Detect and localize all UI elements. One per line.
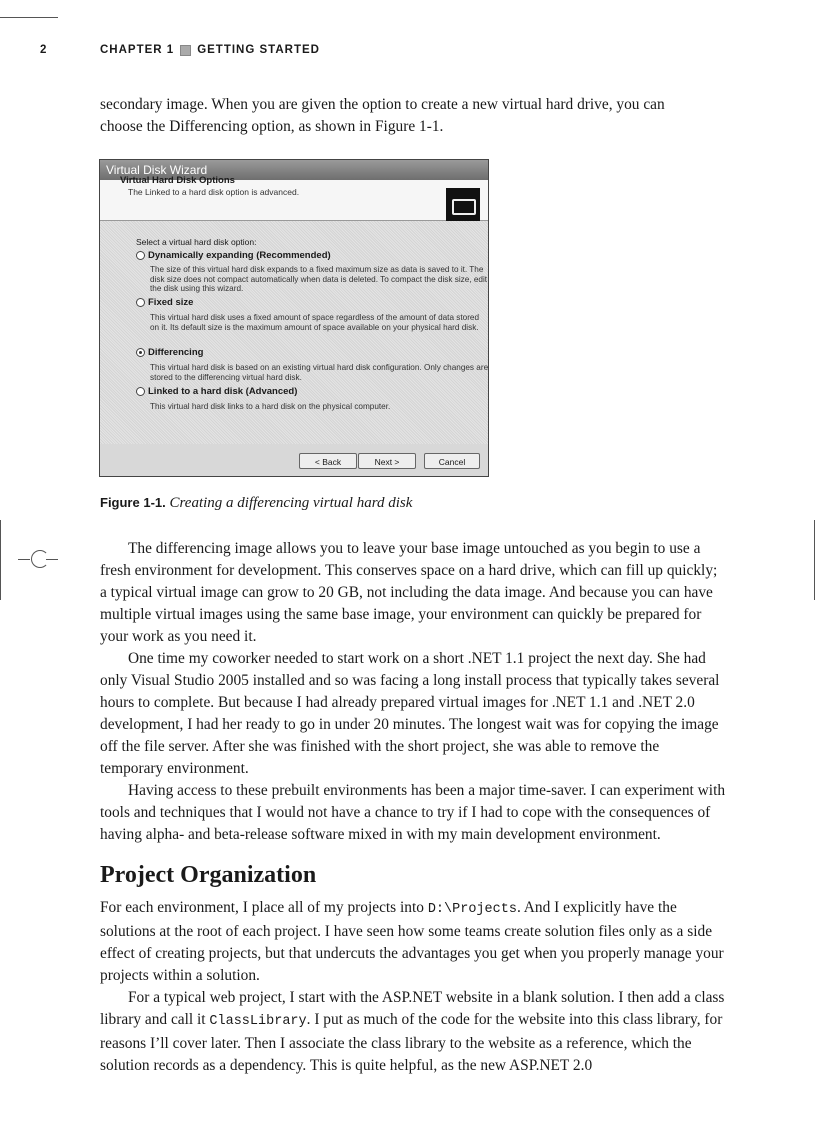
- option-fixed-size[interactable]: [136, 297, 193, 308]
- crop-mark: [0, 520, 1, 600]
- chapter-title: GETTING STARTED: [197, 44, 320, 56]
- intro-line: choose the Differencing option, as shown in Figure 1-1.: [100, 118, 444, 135]
- virtual-disk-wizard-dialog: [99, 159, 489, 477]
- option-label: Dynamically expanding (Recommended): [148, 250, 331, 261]
- figure-label: Figure 1-1.: [100, 495, 166, 510]
- option-prompt: Select a virtual hard disk option:: [136, 237, 257, 247]
- back-button[interactable]: < Back: [299, 453, 357, 469]
- dialog-heading: Virtual Hard Disk Options: [120, 175, 235, 186]
- registration-mark: [18, 548, 58, 572]
- chapter-label: CHAPTER 1: [100, 44, 175, 56]
- intro-line: secondary image. When you are given the option to create a new virtual hard drive, you can: [100, 96, 665, 113]
- option-description: This virtual hard disk uses a fixed amount of space regardless of the amount of data stored on it. Its default size is the maximum amount of space available on your physical hard disk.: [150, 313, 480, 332]
- option-dynamically-expanding[interactable]: [136, 250, 331, 261]
- running-header: [0, 44, 816, 60]
- option-label: Linked to a hard disk (Advanced): [148, 386, 298, 397]
- option-label: Differencing: [148, 347, 204, 358]
- option-description: This virtual hard disk is based on an existing virtual hard disk configuration. Only changes are stored to the differencing virtual hard disk.: [150, 363, 489, 382]
- option-description: The size of this virtual hard disk expands to a fixed maximum size as data is saved to it. The disk size does not compact automatically when data is deleted. To compact the disk size, edit the disk using this wizard.: [150, 265, 488, 293]
- paragraph: Having access to these prebuilt environments has been a major time-saver. I can experiment with tools and techniques that I would not have a chance to try if I had to cope with the consequences of having alpha- and beta-release software mixed in with my main development environment.: [100, 782, 726, 843]
- figure-caption: [100, 495, 412, 512]
- dialog-subheading: The Linked to a hard disk option is advanced.: [128, 187, 300, 197]
- radio-button-selected-icon[interactable]: [136, 348, 145, 357]
- next-button[interactable]: Next >: [358, 453, 416, 469]
- option-linked-to-hard-disk[interactable]: [136, 386, 297, 397]
- intro-text: [100, 94, 726, 138]
- dialog-title-bar: Virtual Disk Wizard: [100, 160, 488, 180]
- radio-button-icon[interactable]: [136, 251, 145, 260]
- section-text: [100, 897, 726, 1077]
- page-number: 2: [40, 44, 48, 56]
- paragraph: The differencing image allows you to leave your base image untouched as you begin to use a fresh environment for development. This conserves space on a hard drive, which can fill up quickly; a typical virtual image can grow to 20 GB, not including the data image. And because you can have multiple virtual images using the same base image, your environment can quickly be prepared for your work as you need it.: [100, 540, 718, 645]
- option-description: This virtual hard disk links to a hard disk on the physical computer.: [150, 402, 391, 411]
- option-differencing[interactable]: [136, 347, 203, 358]
- section-heading: Project Organization: [100, 862, 317, 888]
- paragraph: For each environment, I place all of my projects into D:\Projects. And I explicitly have the solutions at the root of each project. I have seen how some teams create solution files only as a side effect of creating projects, but that undercuts the advantages you get when you properly manage your projects within a solution.: [100, 899, 724, 984]
- cancel-button[interactable]: Cancel: [424, 453, 480, 469]
- crop-mark: [814, 520, 815, 600]
- crop-mark: [0, 17, 58, 18]
- radio-button-icon[interactable]: [136, 387, 145, 396]
- main-text: [100, 538, 726, 846]
- option-label: Fixed size: [148, 297, 194, 308]
- code-classname: ClassLibrary: [209, 1014, 307, 1029]
- square-bullet-icon: [180, 45, 191, 56]
- chapter-heading: [100, 44, 320, 56]
- paragraph: For a typical web project, I start with the ASP.NET website in a blank solution. I then add a class library and call it ClassLibrary. I put as much of the code for the website into this class library, for reasons I’ll cover later. Then I associate the class library to the website as a reference, which the solution records as a dependency. This is quite helpful, as the new ASP.NET 2.0: [100, 989, 725, 1074]
- code-path: D:\Projects: [427, 902, 517, 917]
- radio-button-icon[interactable]: [136, 298, 145, 307]
- paragraph: One time my coworker needed to start work on a short .NET 1.1 project the next day. She had only Visual Studio 2005 installed and so was facing a long install process that typically takes several hours to complete. But because I had already prepared virtual images for .NET 1.1 and .NET 2.0 development, I had her ready to go in under 20 minutes. The longest wait was for copying the image off the file server. After she was finished with the short project, she was able to remove the temporary environment.: [100, 650, 720, 777]
- disk-drive-icon: [446, 188, 480, 222]
- figure-caption-text: Creating a differencing virtual hard disk: [169, 495, 413, 511]
